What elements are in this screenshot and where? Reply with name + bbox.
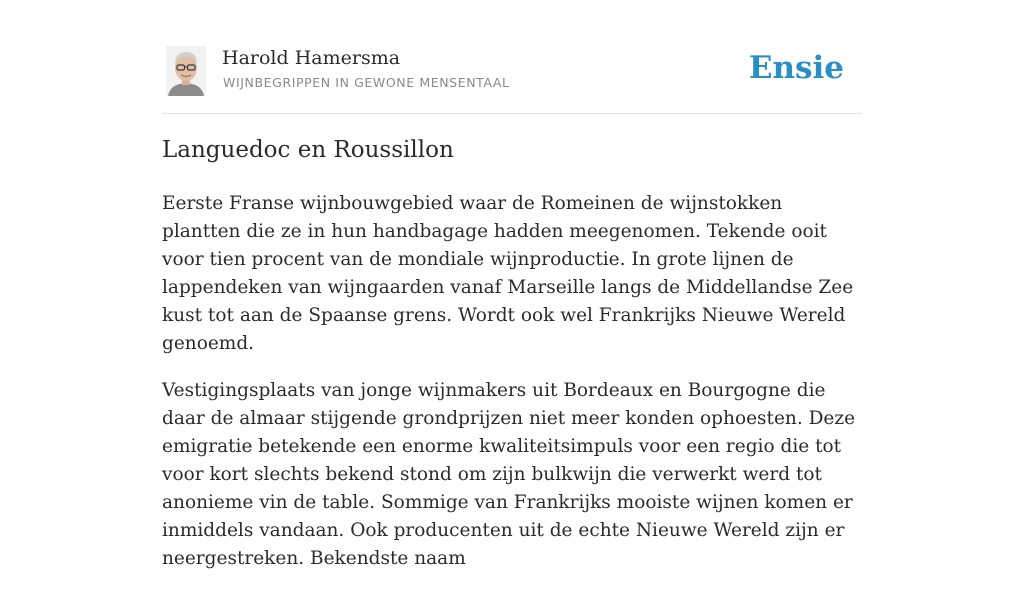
avatar[interactable]	[166, 46, 206, 96]
author-name[interactable]: Harold Hamersma	[222, 47, 401, 69]
article-header	[162, 40, 862, 114]
article-title: Languedoc en Roussillon	[162, 137, 454, 163]
author-tagline: WIJNBEGRIPPEN IN GEWONE MENSENTAAL	[223, 75, 510, 90]
article-body	[162, 190, 862, 592]
article-paragraph: Vestigingsplaats van jonge wijnmakers uit Bordeaux en Bourgogne die daar de almaar stijgende grondprijzen niet meer konden ophoesten. Deze emigratie betekende een enorme kwaliteitsimpuls voor een regio die tot voor kort slechts bekend stond om zijn bulkwijn die verwerkt werd tot anonieme vin de table. Sommige van Frankrijks mooiste wijnen komen er inmiddels vandaan. Ook producenten uit de echte Nieuwe Wereld zijn er neergestreken. Bekendste naam	[162, 380, 856, 569]
author-portrait-icon	[166, 46, 206, 96]
brand-logo[interactable]: Ensie	[748, 50, 844, 86]
article-paragraph: Eerste Franse wijnbouwgebied waar de Romeinen de wijnstokken plantten die ze in hun handbagage hadden meegenomen. Tekende ooit voor tien procent van de mondiale wijnproductie. In grote lijnen de lappendeken van wijngaarden vanaf Marseille langs de Middellandse Zee kust tot aan de Spaanse grens. Wordt ook wel Frankrijks Nieuwe Wereld genoemd.	[162, 193, 854, 354]
